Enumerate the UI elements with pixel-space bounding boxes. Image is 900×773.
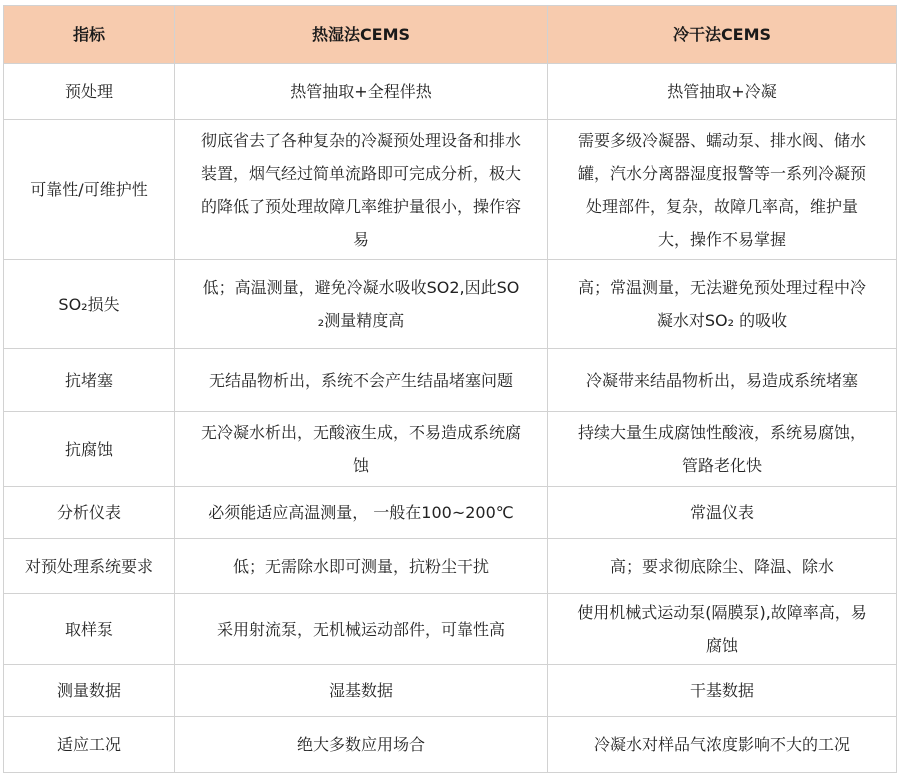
row-metric-cell: 预处理 [4,64,175,120]
hot-wet-cell: 必须能适应高温测量， 一般在100~200℃ [175,487,548,539]
row-metric-cell: 分析仪表 [4,487,175,539]
hot-wet-cell: 无冷凝水析出，无酸液生成，不易造成系统腐蚀 [175,412,548,487]
row-metric-cell: 抗堵塞 [4,349,175,412]
row-metric-cell: SO₂损失 [4,260,175,349]
row-metric-cell: 抗腐蚀 [4,412,175,487]
table-row [4,665,897,717]
cold-dry-cell: 冷凝带来结晶物析出，易造成系统堵塞 [548,349,897,412]
hot-wet-cell: 湿基数据 [175,665,548,717]
row-metric-cell: 取样泵 [4,594,175,665]
table-row [4,260,897,349]
hot-wet-cell: 热管抽取+全程伴热 [175,64,548,120]
comparison-table-container [3,5,897,773]
row-metric-cell: 对预处理系统要求 [4,539,175,594]
row-metric-cell: 可靠性/可维护性 [4,120,175,260]
hot-wet-cell: 绝大多数应用场合 [175,717,548,773]
header-hot-wet-cems: 热湿法CEMS [175,6,548,64]
cold-dry-cell: 持续大量生成腐蚀性酸液，系统易腐蚀，管路老化快 [548,412,897,487]
table-row [4,349,897,412]
cold-dry-cell: 冷凝水对样品气浓度影响不大的工况 [548,717,897,773]
cold-dry-cell: 使用机械式运动泵(隔膜泵),故障率高，易腐蚀 [548,594,897,665]
hot-wet-cell: 低；无需除水即可测量，抗粉尘干扰 [175,539,548,594]
cold-dry-cell: 常温仪表 [548,487,897,539]
table-row [4,120,897,260]
hot-wet-cell: 彻底省去了各种复杂的冷凝预处理设备和排水装置，烟气经过简单流路即可完成分析，极大的降低了预处理故障几率维护量很小，操作容易 [175,120,548,260]
cold-dry-cell: 高；常温测量，无法避免预处理过程中冷凝水对SO₂ 的吸收 [548,260,897,349]
cold-dry-cell: 需要多级冷凝器、蠕动泵、排水阀、储水罐，汽水分离器湿度报警等一系列冷凝预处理部件，复杂，故障几率高，维护量大，操作不易掌握 [548,120,897,260]
row-metric-cell: 适应工况 [4,717,175,773]
table-row [4,539,897,594]
table-row [4,487,897,539]
header-metric: 指标 [4,6,175,64]
cold-dry-cell: 干基数据 [548,665,897,717]
table-row [4,412,897,487]
hot-wet-cell: 无结晶物析出，系统不会产生结晶堵塞问题 [175,349,548,412]
cold-dry-cell: 高；要求彻底除尘、降温、除水 [548,539,897,594]
cems-comparison-table [3,5,897,773]
cold-dry-cell: 热管抽取+冷凝 [548,64,897,120]
hot-wet-cell: 采用射流泵，无机械运动部件，可靠性高 [175,594,548,665]
table-row [4,594,897,665]
table-header-row [4,6,897,64]
row-metric-cell: 测量数据 [4,665,175,717]
table-row [4,64,897,120]
hot-wet-cell: 低；高温测量，避免冷凝水吸收SO2,因此SO₂测量精度高 [175,260,548,349]
header-cold-dry-cems: 冷干法CEMS [548,6,897,64]
table-row [4,717,897,773]
